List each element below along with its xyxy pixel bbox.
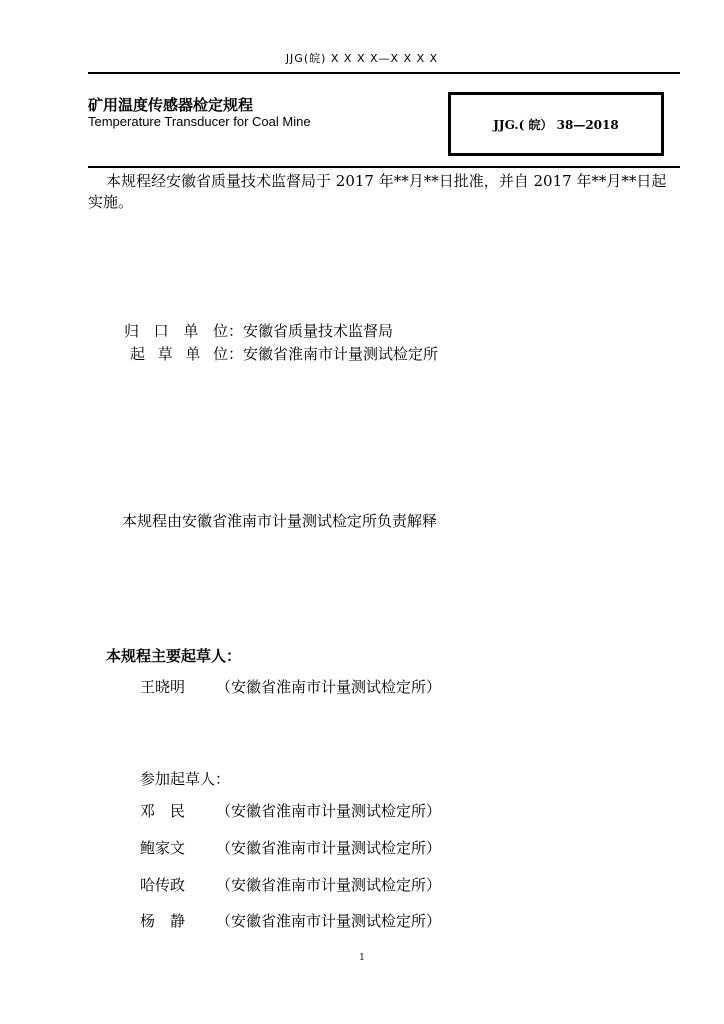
title-rule [88,166,680,168]
drafting-unit-row [130,343,438,364]
approval-statement: 本规程经安徽省质量技术监督局于 2017 年**月**日批准，并自 2017 年**月**日起实施。 [88,172,667,211]
running-header: JJG(皖) X X X X—X X X X [285,52,439,65]
standard-code-box [448,92,664,156]
participant-name: 鲍家文 [140,839,186,857]
responsible-unit-row [124,320,393,341]
main-drafter-name: 王晓明 [140,678,186,696]
main-drafters-heading: 本规程主要起草人： [106,647,242,665]
participant-name: 杨 静 [140,912,186,930]
main-drafter-org: （安徽省淮南市计量测试检定所） [216,678,442,696]
interpretation-statement: 本规程由安徽省淮南市计量测试检定所负责解释 [122,512,438,530]
page-number: 1 [359,953,365,963]
document-title-en: Temperature Transducer for Coal Mine [88,114,311,129]
drafting-unit-value: ：安徽省淮南市计量测试检定所 [228,345,439,363]
main-drafter-row [140,676,441,697]
drafting-unit-label: 起 草 单 位 [130,345,228,363]
participant-org: （安徽省淮南市计量测试检定所） [216,839,442,857]
participant-org: （安徽省淮南市计量测试检定所） [216,876,442,894]
responsible-unit-label: 归 口 单 位 [124,322,228,340]
participant-row [140,874,441,895]
participants-heading: 参加起草人： [140,770,231,788]
participant-row [140,837,441,858]
header-rule [88,72,680,74]
participant-org: （安徽省淮南市计量测试检定所） [216,912,442,930]
participant-name: 哈传政 [140,876,186,894]
participant-row [140,910,441,931]
responsible-unit-value: ：安徽省质量技术监督局 [228,322,394,340]
participant-org: （安徽省淮南市计量测试检定所） [216,802,442,820]
participant-name: 邓 民 [140,802,186,820]
participant-row [140,800,441,821]
standard-code: JJG.( 皖） 38—2018 [493,117,619,132]
document-title-zh: 矿用温度传感器检定规程 [88,96,254,114]
